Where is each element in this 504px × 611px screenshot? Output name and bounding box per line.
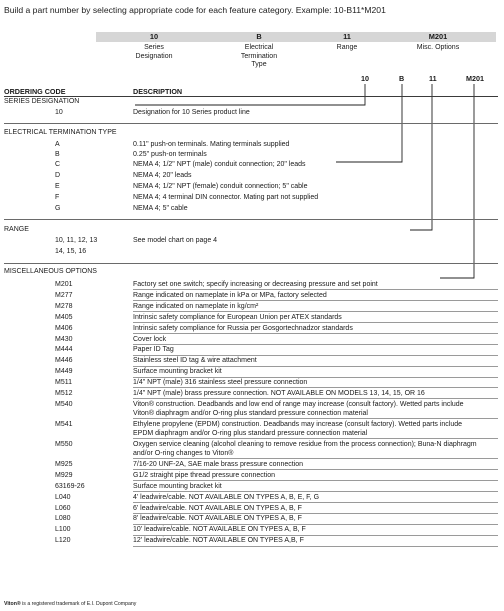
row-code: B	[55, 151, 60, 158]
row-description: 1/4" NPT (male) brass pressure connection. NOT AVAILABLE ON MODELS 13, 14, 15, OR 16	[133, 390, 425, 397]
column-range	[322, 32, 372, 62]
row-description: Factory set one switch; specify increasing or decreasing pressure and set point	[133, 281, 378, 288]
row-description: Oxygen service cleaning (alcohol cleaning to remove residue from the process connection); Buna-N diaphragm and/or O-ring changes to Viton®	[133, 440, 477, 457]
section-title-series: SERIES DESIGNATION	[4, 98, 80, 105]
connector-misc	[440, 84, 474, 278]
row-divider	[133, 377, 498, 378]
row-code: G	[55, 205, 61, 212]
row-description: Intrinsic safety compliance for Russia per Gosgortechnadzor standards	[133, 324, 353, 332]
row-code: D	[55, 172, 61, 179]
row-description: NEMA 4; 4 terminal DIN connector. Mating part not supplied	[133, 194, 319, 201]
column-misc	[400, 32, 476, 62]
row-description: Range indicated on nameplate in kPa or MPa, factory selected	[133, 291, 327, 299]
row-code: M550	[55, 440, 73, 448]
row-description-line2: and/or O-ring changes to Viton®	[133, 449, 234, 457]
row-divider	[133, 300, 498, 301]
row-description: Surface mounting bracket kit	[133, 482, 222, 490]
row-divider	[133, 355, 498, 356]
row-divider	[133, 491, 498, 492]
row-description: Surface mounting bracket kit	[133, 368, 222, 376]
row-code: L080	[55, 515, 71, 523]
row-code: 63169-26	[55, 482, 85, 490]
row-divider	[133, 524, 498, 525]
row-description: Ethylene propylene (EPDM) construction. Deadbands may increase (consult factory). Wetted parts include EPDM diaphragm and/or O-ring plus standard pressure connection material	[133, 420, 463, 437]
section-divider	[4, 219, 498, 220]
column-code: 11	[343, 32, 351, 41]
row-description: NEMA 4; 20" leads	[133, 172, 192, 179]
row-code: F	[55, 194, 60, 201]
row-divider	[133, 513, 498, 514]
column-label: Range	[336, 44, 358, 51]
row-code-continued: 14, 15, 16	[55, 248, 87, 255]
column-code: 10	[149, 32, 159, 41]
row-code: 10, 11, 12, 13	[55, 237, 98, 244]
row-description: 10' leadwire/cable. NOT AVAILABLE ON TYPES A, B, F	[133, 526, 306, 534]
row-code: E	[55, 183, 60, 190]
row-code: L120	[55, 537, 71, 545]
row-divider	[133, 502, 498, 503]
description-header: DESCRIPTION	[133, 87, 183, 96]
row-divider	[133, 289, 498, 290]
row-divider	[133, 535, 498, 536]
row-code: L060	[55, 504, 71, 512]
row-code: M540	[55, 400, 73, 408]
row-code: M512	[55, 390, 73, 397]
row-code: A	[55, 141, 60, 148]
section-title-electrical: ELECTRICAL TERMINATION TYPE	[4, 129, 117, 136]
example-code-electrical: B	[399, 74, 405, 83]
row-description: 6' leadwire/cable. NOT AVAILABLE ON TYPES A, B, F	[133, 504, 302, 512]
row-description: 8' leadwire/cable. NOT AVAILABLE ON TYPES A, B, F	[133, 515, 302, 523]
row-description: 7/16-20 UNF-2A, SAE male brass pressure connection	[133, 460, 304, 468]
row-description: Range indicated on nameplate in kg/cm²	[133, 302, 259, 310]
row-description: Paper ID Tag	[133, 346, 174, 354]
row-description: NEMA 4; 1/2" NPT (male) conduit connection; 20" leads	[133, 161, 306, 168]
row-description: Viton® construction. Deadbands and low end of range may increase (consult factory). Wetted parts include Viton® diaphragm and/or O-ring plus standard pressure connection material	[133, 400, 464, 417]
row-divider	[133, 480, 498, 481]
row-description: G1/2 straight pipe thread pressure connection	[133, 471, 276, 479]
row-divider	[133, 469, 498, 470]
row-code: L100	[55, 526, 71, 534]
row-divider	[133, 418, 498, 419]
row-divider	[133, 458, 498, 459]
row-description: 4' leadwire/cable. NOT AVAILABLE ON TYPES A, B, E, F, G	[133, 493, 320, 501]
row-divider	[133, 311, 498, 312]
row-code: M929	[55, 471, 73, 479]
row-code: M278	[55, 302, 73, 310]
row-description-line2: EPDM diaphragm and/or O-ring plus standard pressure connection material	[133, 429, 368, 437]
header-divider	[4, 96, 498, 97]
section-divider	[4, 263, 498, 264]
column-code: M201	[428, 32, 448, 41]
row-description: Cover lock	[133, 335, 167, 343]
row-description: 1/4" NPT (male) 316 stainless steel pressure connection	[133, 379, 308, 387]
instructions-text: Build a part number by selecting appropriate code for each feature category. Example: 10-B11*M201	[4, 5, 386, 15]
row-divider	[133, 387, 498, 388]
row-code: M541	[55, 420, 73, 428]
row-divider	[133, 322, 498, 323]
row-code: M430	[55, 335, 73, 343]
row-description: See model chart on page 4	[133, 237, 218, 244]
row-code: M444	[55, 346, 73, 354]
example-code-misc: M201	[466, 74, 484, 83]
row-code: M511	[55, 379, 72, 387]
column-electrical	[229, 32, 289, 82]
row-code: M406	[55, 324, 73, 332]
row-divider	[133, 366, 498, 367]
row-description: 12' leadwire/cable. NOT AVAILABLE ON TYPES A,B, F	[133, 537, 304, 545]
example-code-series: 10	[361, 74, 369, 83]
column-label: Electrical Termination Type	[240, 44, 278, 69]
row-code: M925	[55, 460, 73, 468]
row-description: Stainless steel ID tag & wire attachment	[133, 357, 257, 365]
row-description-line2: Viton® diaphragm and/or O-ring plus standard pressure connection material	[133, 409, 368, 417]
row-divider	[133, 398, 498, 399]
row-code: M446	[55, 357, 73, 365]
row-code: M277	[55, 291, 73, 299]
row-divider	[133, 344, 498, 345]
footnote: Viton® is a registered trademark of E.I. Dupont Company	[4, 601, 137, 607]
column-code: B	[256, 32, 262, 41]
row-code: M201	[55, 281, 73, 288]
row-description: NEMA 4; 1/2" NPT (female) conduit connection; 5" cable	[133, 183, 308, 190]
section-title-misc: MISCELLANEOUS OPTIONS	[4, 268, 97, 275]
row-description: Intrinsic safety compliance for European Union per ATEX standards	[133, 313, 342, 321]
connector-range	[410, 84, 432, 230]
row-description: NEMA 4; 5" cable	[133, 205, 188, 212]
row-description: Designation for 10 Series product line	[133, 109, 250, 116]
row-description: 0.25" push-on terminals	[133, 151, 207, 158]
example-code-range: 11	[429, 74, 437, 83]
row-divider	[133, 546, 498, 547]
row-code: M449	[55, 368, 73, 376]
row-code: 10	[55, 109, 63, 116]
section-title-range: RANGE	[4, 226, 29, 233]
column-label: Series Designation	[135, 44, 173, 60]
column-label: Misc. Options	[416, 44, 460, 51]
section-divider	[4, 123, 498, 124]
column-series	[127, 32, 181, 72]
row-code: C	[55, 161, 61, 168]
row-description: 0.11" push-on terminals. Mating terminals supplied	[133, 141, 290, 148]
row-divider	[133, 333, 498, 334]
row-divider	[133, 438, 498, 439]
row-code: M405	[55, 313, 73, 321]
ordering-code-header: ORDERING CODE	[4, 87, 66, 96]
row-code: L040	[55, 493, 71, 501]
